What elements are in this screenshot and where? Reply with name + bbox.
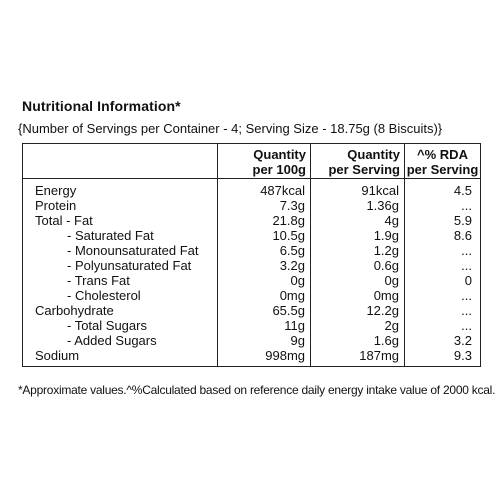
nutrient-label: - Monounsaturated Fat [23,243,218,258]
header-rda-line2: per Serving [406,162,479,177]
nutrient-label: - Total Sugars [23,318,218,333]
value-per-100g: 7.3g [218,198,311,213]
value-rda: 4.5 [405,179,481,199]
panel-title: Nutritional Information* [22,98,181,114]
value-rda: ... [405,258,481,273]
nutrient-label: Energy [23,179,218,199]
value-per-serving: 1.9g [311,228,405,243]
value-rda: ... [405,288,481,303]
value-rda: ... [405,303,481,318]
header-rda [405,144,481,179]
value-per-serving: 187mg [311,348,405,367]
value-per-100g: 0mg [218,288,311,303]
table-row [23,213,481,228]
header-per-serving-line1: Quantity [347,147,400,162]
nutrient-label: - Saturated Fat [23,228,218,243]
value-per-serving: 1.2g [311,243,405,258]
table-row [23,228,481,243]
value-per-serving: 0g [311,273,405,288]
value-rda: ... [405,198,481,213]
table-row [23,333,481,348]
nutrient-label: Protein [23,198,218,213]
serving-info: {Number of Servings per Container - 4; Serving Size - 18.75g (8 Biscuits)} [18,121,443,136]
table-row [23,179,481,199]
table-row [23,273,481,288]
value-per-100g: 0g [218,273,311,288]
table-row [23,243,481,258]
value-rda: 5.9 [405,213,481,228]
value-per-100g: 6.5g [218,243,311,258]
table-row [23,258,481,273]
value-per-serving: 0.6g [311,258,405,273]
header-per-100g-line2: per 100g [252,162,306,177]
header-per-serving-line2: per Serving [328,162,400,177]
nutrient-label: - Cholesterol [23,288,218,303]
nutrient-label: Total - Fat [23,213,218,228]
nutrient-label: Carbohydrate [23,303,218,318]
value-per-100g: 9g [218,333,311,348]
value-rda: 9.3 [405,348,481,367]
header-per-serving [311,144,405,179]
value-per-serving: 2g [311,318,405,333]
value-per-100g: 998mg [218,348,311,367]
value-rda: 0 [405,273,481,288]
nutrient-label: - Trans Fat [23,273,218,288]
table-row [23,303,481,318]
nutrient-label: - Polyunsaturated Fat [23,258,218,273]
table-row [23,348,481,367]
value-per-100g: 10.5g [218,228,311,243]
value-per-serving: 12.2g [311,303,405,318]
value-per-serving: 1.36g [311,198,405,213]
header-nutrient [23,144,218,179]
value-per-100g: 21.8g [218,213,311,228]
table-row [23,198,481,213]
nutrient-label: Sodium [23,348,218,367]
table-row [23,318,481,333]
header-per-100g [218,144,311,179]
value-per-100g: 65.5g [218,303,311,318]
value-rda: ... [405,318,481,333]
value-per-serving: 91kcal [311,179,405,199]
nutrient-label: - Added Sugars [23,333,218,348]
table-row [23,288,481,303]
value-rda: 8.6 [405,228,481,243]
table-header-row [23,144,481,179]
nutrition-table [22,143,481,367]
value-per-100g: 11g [218,318,311,333]
value-per-serving: 0mg [311,288,405,303]
header-per-100g-line1: Quantity [253,147,306,162]
footnote: *Approximate values.^%Calculated based on reference daily energy intake value of 2000 kcal. [18,383,496,397]
value-per-100g: 3.2g [218,258,311,273]
value-per-serving: 4g [311,213,405,228]
value-per-serving: 1.6g [311,333,405,348]
header-rda-line1: ^% RDA [417,147,468,162]
value-rda: 3.2 [405,333,481,348]
value-rda: ... [405,243,481,258]
table-body [23,179,481,367]
value-per-100g: 487kcal [218,179,311,199]
